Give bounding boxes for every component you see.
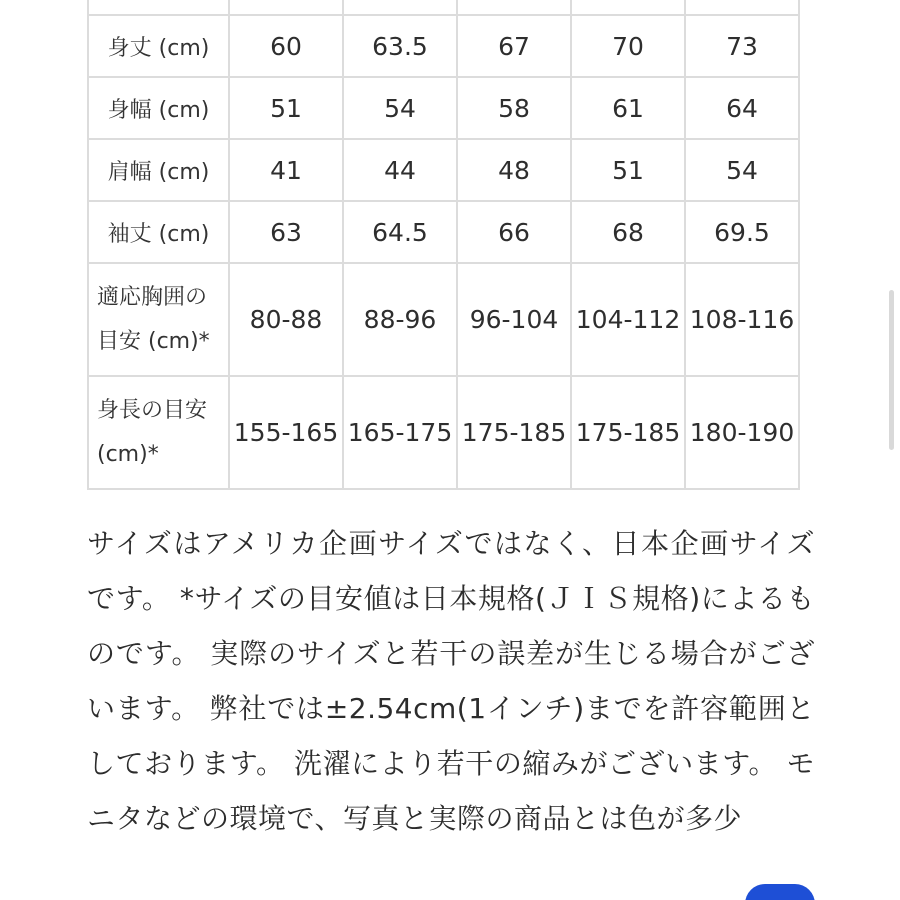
table-cell: 80-88: [229, 263, 343, 376]
size-table: [87, 0, 800, 490]
table-cell: 63: [229, 201, 343, 263]
table-cell: 64: [685, 77, 799, 139]
table-cell: 63.5: [343, 15, 457, 77]
table-cell: 54: [685, 139, 799, 201]
table-cell: 67: [457, 15, 571, 77]
table-row: [88, 201, 799, 263]
size-notes-text: サイズはアメリカ企画サイズではなく、日本企画サイズです。 *サイズの目安値は日本規格(ＪＩＳ規格)によるものです。 実際のサイズと若干の誤差が生じる場合がございます。 弊社では±2.54cm(1インチ)までを許容範囲としております。 洗濯により若干の縮みがございます。 モニタなどの環境で、写真と実際の商品とは色が多少: [87, 527, 815, 835]
table-cell: 155-165: [229, 376, 343, 489]
table-cell: 165-175: [343, 376, 457, 489]
table-cell: 73: [685, 15, 799, 77]
table-row: [88, 139, 799, 201]
table-header-row: [88, 0, 799, 15]
table-cell: 70: [571, 15, 685, 77]
table-cell: 41: [229, 139, 343, 201]
table-cell: 48: [457, 139, 571, 201]
table-cell: [685, 0, 799, 15]
scrollbar[interactable]: [889, 290, 894, 450]
table-cell: 96-104: [457, 263, 571, 376]
table-cell: 60: [229, 15, 343, 77]
table-cell: 69.5: [685, 201, 799, 263]
table-cell: 104-112: [571, 263, 685, 376]
table-cell: 175-185: [457, 376, 571, 489]
table-row: [88, 77, 799, 139]
table-cell: 88-96: [343, 263, 457, 376]
table-cell: 51: [229, 77, 343, 139]
table-cell: [229, 0, 343, 15]
table-cell: [457, 0, 571, 15]
row-label: 適応胸囲の目安 (cm)*: [88, 263, 229, 376]
table-cell: 44: [343, 139, 457, 201]
row-label: 身長の目安 (cm)*: [88, 376, 229, 489]
table-cell: 51: [571, 139, 685, 201]
table-cell: 61: [571, 77, 685, 139]
row-label: 袖丈 (cm): [88, 201, 229, 263]
row-label: 身幅 (cm): [88, 77, 229, 139]
table-cell: [88, 0, 229, 15]
table-row: [88, 15, 799, 77]
row-label: 身丈 (cm): [88, 15, 229, 77]
table-cell: 108-116: [685, 263, 799, 376]
chat-button[interactable]: [745, 884, 815, 900]
table-cell: 54: [343, 77, 457, 139]
table-cell: 68: [571, 201, 685, 263]
table-cell: 180-190: [685, 376, 799, 489]
table-row: [88, 376, 799, 489]
table-cell: [571, 0, 685, 15]
table-cell: 58: [457, 77, 571, 139]
table-cell: 64.5: [343, 201, 457, 263]
table-cell: 66: [457, 201, 571, 263]
table-row: [88, 263, 799, 376]
table-cell: 175-185: [571, 376, 685, 489]
table-cell: [343, 0, 457, 15]
row-label: 肩幅 (cm): [88, 139, 229, 201]
